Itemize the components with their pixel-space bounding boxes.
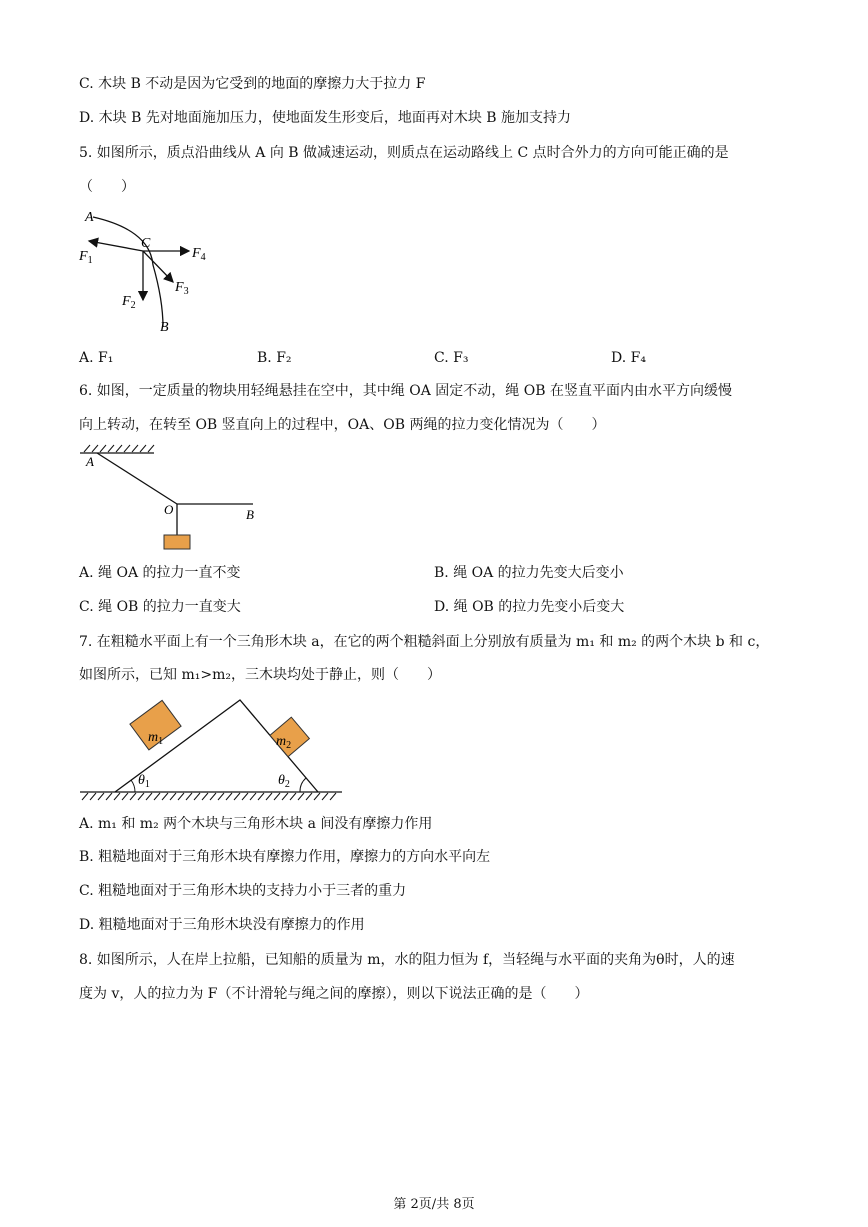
- q7-label-theta2-sub: 2: [284, 779, 290, 790]
- q5-option-a: A. F₁: [79, 350, 114, 366]
- q6-label-o: O: [164, 502, 174, 517]
- q5-label-f1: F: [79, 249, 88, 264]
- page-footer: 第 2页/共 8页: [393, 1197, 475, 1212]
- q7-angle-arc-2: [300, 778, 306, 792]
- q6-block: [164, 535, 190, 549]
- q7-label-theta1: θ: [138, 773, 145, 788]
- q7-label-m1-sub: 1: [158, 736, 164, 747]
- q5-stem-line1: 5. 如图所示，质点沿曲线从 A 向 B 做减速运动，则质点在运动路线上 C 点时合外力的方向可能正确的是: [79, 145, 729, 161]
- q8-stem-line1: 8. 如图所示，人在岸上拉船，已知船的质量为 m，水的阻力恒为 f，当轻绳与水平面的夹角为θ时，人的速: [79, 952, 735, 968]
- q4-option-c: C. 木块 B 不动是因为它受到的地面的摩擦力大于拉力 F: [79, 76, 426, 92]
- q5-label-f4: F: [192, 246, 201, 261]
- q8-stem-line2: 度为 v，人的拉力为 F（不计滑轮与绳之间的摩擦），则以下说法正确的是（ ）: [79, 986, 589, 1002]
- q6-ceiling-hatch: [84, 445, 154, 452]
- q5-label-f3-sub: 3: [183, 286, 189, 297]
- q6-rope-oa: [97, 453, 177, 504]
- svg-text:θ1: [138, 773, 150, 790]
- q6-stem-line1: 6. 如图，一定质量的物块用轻绳悬挂在空中，其中绳 OA 固定不动，绳 OB 在竖直平面内由水平方向缓慢: [79, 383, 732, 399]
- q6-label-a: A: [86, 454, 94, 469]
- q6-option-c: C. 绳 OB 的拉力一直变大: [79, 599, 241, 615]
- q7-label-theta1-sub: 1: [144, 779, 150, 790]
- q5-label-f1-sub: 1: [87, 255, 93, 266]
- q6-option-a: A. 绳 OA 的拉力一直不变: [79, 565, 241, 581]
- q5-label-f2: F: [122, 294, 131, 309]
- q7-ground-hatch: [82, 793, 336, 800]
- q5-label-a: A: [85, 210, 94, 225]
- q4-option-d: D. 木块 B 先对地面施加压力，使地面发生形变后，地面再对木块 B 施加支持力: [79, 110, 572, 126]
- q5-label-b: B: [160, 320, 169, 335]
- q7-stem-line1: 7. 在粗糙水平面上有一个三角形木块 a，在它的两个粗糙斜面上分别放有质量为 m₁ 和 m₂ 的两个木块 b 和 c，: [79, 634, 770, 650]
- q5-label-c: C: [141, 236, 151, 251]
- q7-wedge-diagram: [80, 692, 345, 804]
- q5-option-d: D. F₄: [611, 350, 646, 366]
- svg-text:F3: [174, 280, 189, 297]
- q5-label-f4-sub: 4: [200, 252, 206, 263]
- svg-text:θ2: [278, 773, 290, 790]
- q5-arrow-f1: [89, 241, 143, 251]
- q7-label-theta2: θ: [278, 773, 285, 788]
- q7-label-m2-sub: 2: [286, 740, 292, 751]
- q5-option-b: B. F₂: [257, 350, 292, 366]
- q5-label-f2-sub: 2: [130, 300, 136, 311]
- q7-angle-arc-1: [131, 780, 135, 792]
- q7-option-a: A. m₁ 和 m₂ 两个木块与三角形木块 a 间没有摩擦力作用: [79, 816, 433, 832]
- q5-label-f3: F: [175, 280, 184, 295]
- q5-curve: [93, 217, 163, 327]
- q5-option-c: C. F₃: [434, 350, 469, 366]
- q5-arrow-f3: [143, 251, 173, 282]
- q7-stem-line2: 如图所示，已知 m₁>m₂，三木块均处于静止，则（ ）: [79, 667, 441, 683]
- q6-label-b: B: [246, 507, 254, 522]
- q6-option-b: B. 绳 OA 的拉力先变大后变小: [434, 565, 624, 581]
- q5-stem-line2: （ ）: [79, 179, 135, 195]
- q7-option-d: D. 粗糙地面对于三角形木块没有摩擦力的作用: [79, 917, 365, 933]
- q7-label-m2: m: [276, 734, 287, 749]
- svg-text:F2: [121, 294, 136, 311]
- svg-text:F1: [78, 249, 93, 266]
- q6-stem-line2: 向上转动，在转至 OB 竖直向上的过程中，OA、OB 两绳的拉力变化情况为（ ）: [79, 417, 606, 433]
- q7-label-m1: m: [148, 730, 159, 745]
- svg-text:F4: [191, 246, 206, 263]
- q5-force-diagram: [75, 205, 225, 335]
- q7-option-b: B. 粗糙地面对于三角形木块有摩擦力作用，摩擦力的方向水平向左: [79, 849, 491, 865]
- q6-option-d: D. 绳 OB 的拉力先变小后变大: [434, 599, 625, 615]
- q7-option-c: C. 粗糙地面对于三角形木块的支持力小于三者的重力: [79, 883, 407, 899]
- q6-rope-diagram: [80, 442, 270, 557]
